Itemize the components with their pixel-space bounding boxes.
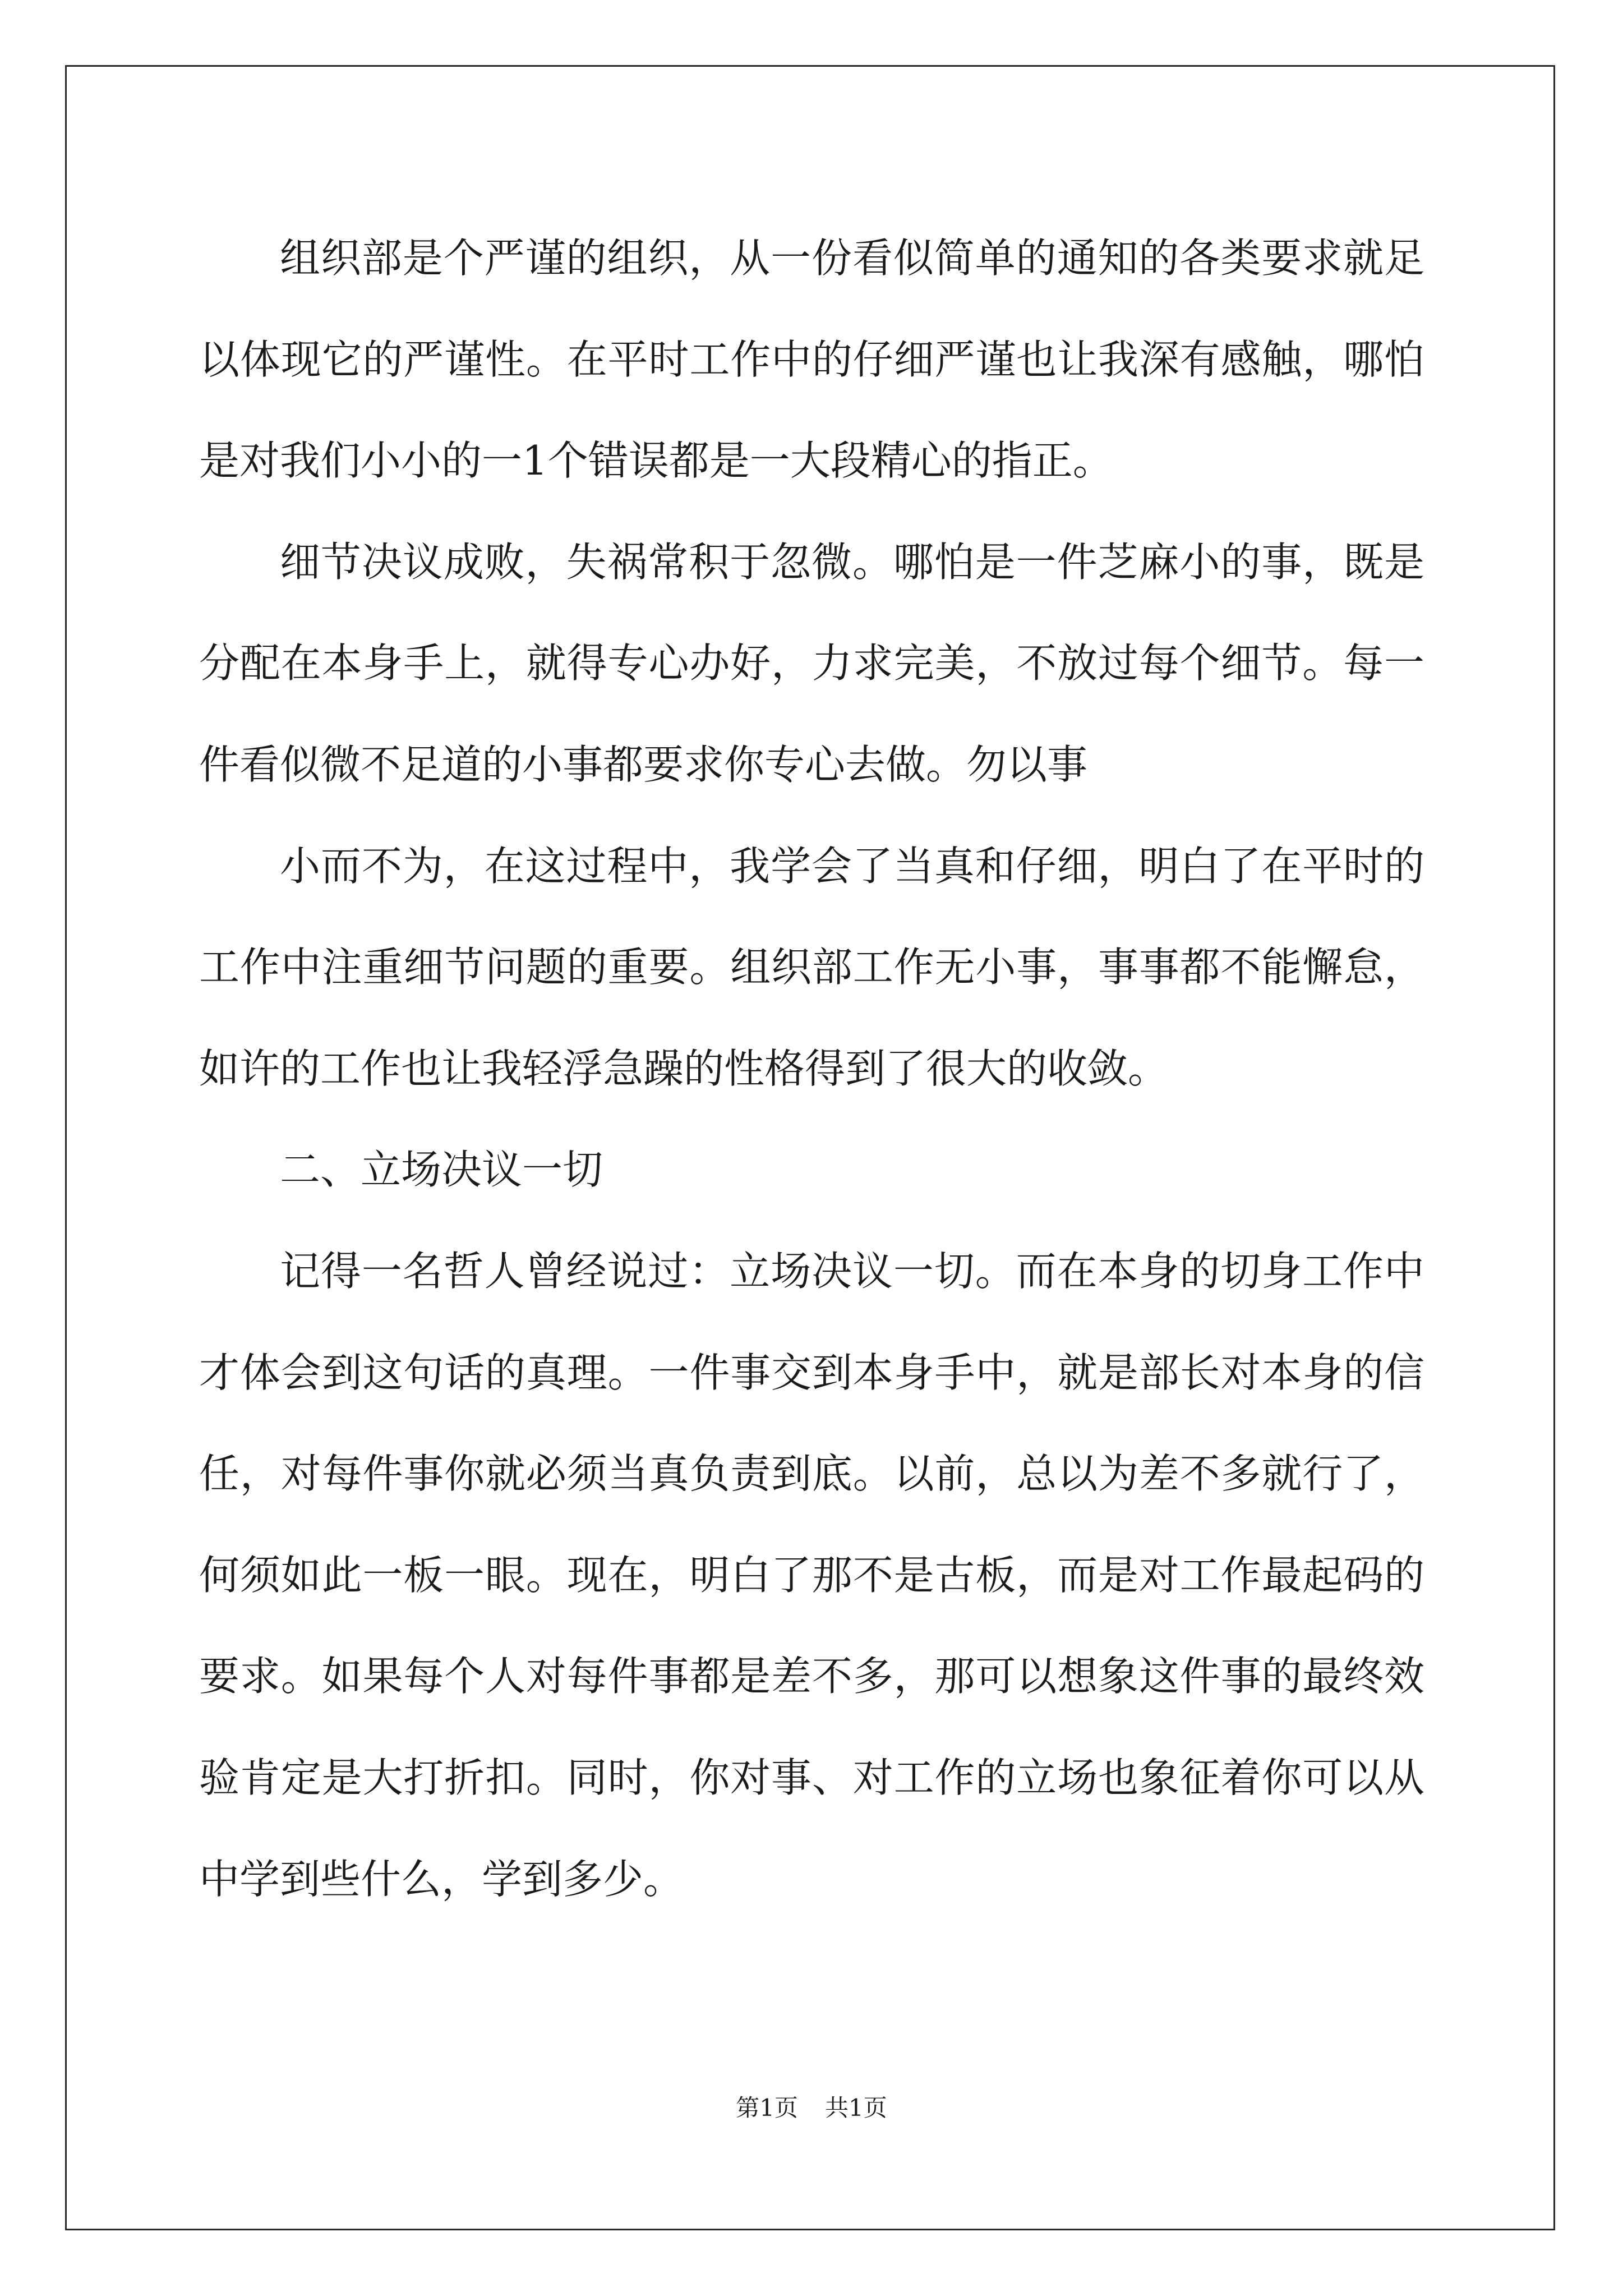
paragraph-3: 小而不为，在这过程中，我学会了当真和仔细，明白了在平时的工作中注重细节问题的重要。组织部工作无小事，事事都不能懈怠，如许的工作也让我轻浮急躁的性格得到了很大的收敛。 [199,842,1424,1092]
section-heading: 二、立场决议一切 [280,1146,603,1194]
page-footer [0,2091,1623,2125]
page-number-current: 第1页 [736,2094,798,2122]
paragraph-4: 记得一名哲人曾经说过：立场决议一切。而在本身的切身工作中才体会到这句话的真理。一件事交到本身手中，就是部长对本身的信任，对每件事你就必须当真负责到底。以前，总以为差不多就行了，何须如此一板一眼。现在，明白了那不是古板，而是对工作最起码的要求。如果每个人对每件事都是差不多，那可以想象这件事的最终效验肯定是大打折扣。同时，你对事、对工作的立场也象征着你可以从中学到些什么，学到多少。 [199,1247,1424,1903]
paragraph-1: 组织部是个严谨的组织，从一份看似简单的通知的各类要求就足以体现它的严谨性。在平时工作中的仔细严谨也让我深有感触，哪怕是对我们小小的一1个错误都是一大段精心的指正。 [199,234,1424,485]
page-number-total: 共1页 [825,2094,887,2122]
document-body [199,208,1424,1930]
paragraph-2: 细节决议成败，失祸常积于忽微。哪怕是一件芝麻小的事，既是分配在本身手上，就得专心办好，力求完美，不放过每个细节。每一件看似微不足道的小事都要求你专心去做。勿以事 [199,538,1424,788]
